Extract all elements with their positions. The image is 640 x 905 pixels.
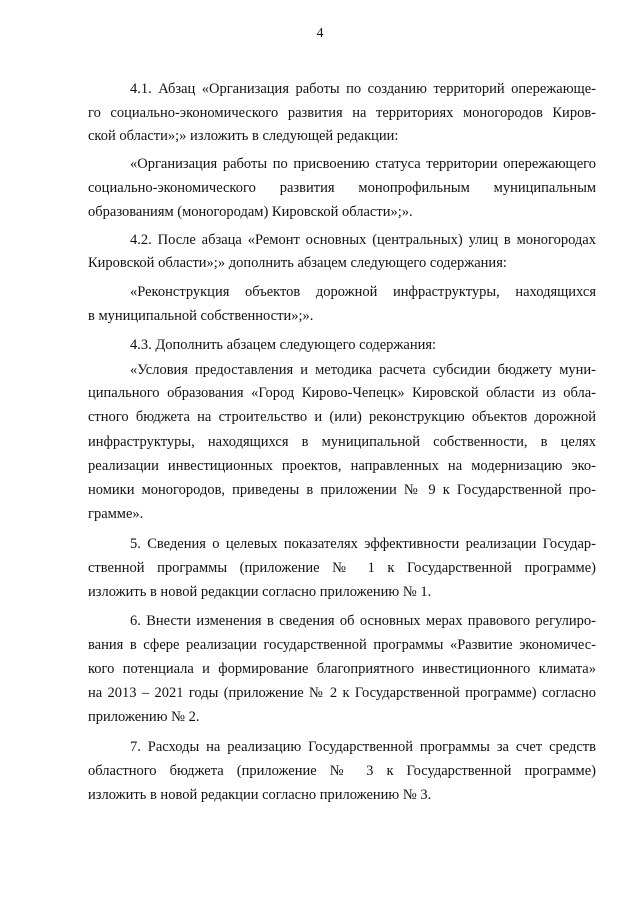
text-line: 6. Внести изменения в сведения об основных мерах правового регулиро- <box>130 613 596 629</box>
text-line: «Условия предоставления и методика расчета субсидии бюджету муни- <box>130 362 596 378</box>
text-line: грамме». <box>88 506 144 522</box>
text-line: областного бюджета (приложение № 3 к Государственной программе) <box>88 763 596 779</box>
text-line: «Организация работы по присвоению статуса территории опережающего <box>130 156 596 172</box>
text-line: «Реконструкция объектов дорожной инфраструктуры, находящихся <box>130 284 596 300</box>
text-line: го социально-экономического развития на территориях моногородов Киров- <box>88 105 596 121</box>
text-line: 4.3. Дополнить абзацем следующего содержания: <box>130 337 437 353</box>
text-line: Кировской области»;» дополнить абзацем следующего содержания: <box>88 255 507 271</box>
text-line: изложить в новой редакции согласно приложению № 3. <box>88 787 432 803</box>
text-line: социально-экономического развития монопрофильным муниципальным <box>88 180 596 196</box>
text-line: на 2013 – 2021 годы (приложение № 2 к Государственной программе) согласно <box>88 685 596 701</box>
text-line: реализации инвестиционных проектов, направленных на модернизацию эко- <box>88 458 596 474</box>
text-line: стного бюджета на строительство и (или) реконструкцию объектов дорожной <box>88 409 596 425</box>
page-number: 4 <box>316 26 324 41</box>
text-line: ципального образования «Город Кирово-Чепецк» Кировской области из обла- <box>88 385 596 401</box>
text-line: ской области»;» изложить в следующей редакции: <box>88 128 399 144</box>
text-line: вания в сфере реализации государственной программы «Развитие экономичес- <box>88 637 596 653</box>
text-line: 4.2. После абзаца «Ремонт основных (центральных) улиц в моногородах <box>130 232 596 248</box>
text-line: образованиям (моногородам) Кировской области»;». <box>88 204 413 220</box>
text-line: приложению № 2. <box>88 709 200 725</box>
text-line: кого потенциала и формирование благоприятного инвестиционного климата» <box>88 661 596 677</box>
text-line: в муниципальной собственности»;». <box>88 308 314 324</box>
text-line: 4.1. Абзац «Организация работы по созданию территорий опережающе- <box>130 81 596 97</box>
text-line: ственной программы (приложение № 1 к Государственной программе) <box>88 560 596 576</box>
text-line: изложить в новой редакции согласно приложению № 1. <box>88 584 432 600</box>
text-line: инфраструктуры, находящихся в муниципальной собственности, в целях <box>88 434 596 450</box>
text-line: 5. Сведения о целевых показателях эффективности реализации Государ- <box>130 536 596 552</box>
text-line: номики моногородов, приведены в приложении № 9 к Государственной про- <box>88 482 596 498</box>
text-line: 7. Расходы на реализацию Государственной программы за счет средств <box>130 739 596 755</box>
